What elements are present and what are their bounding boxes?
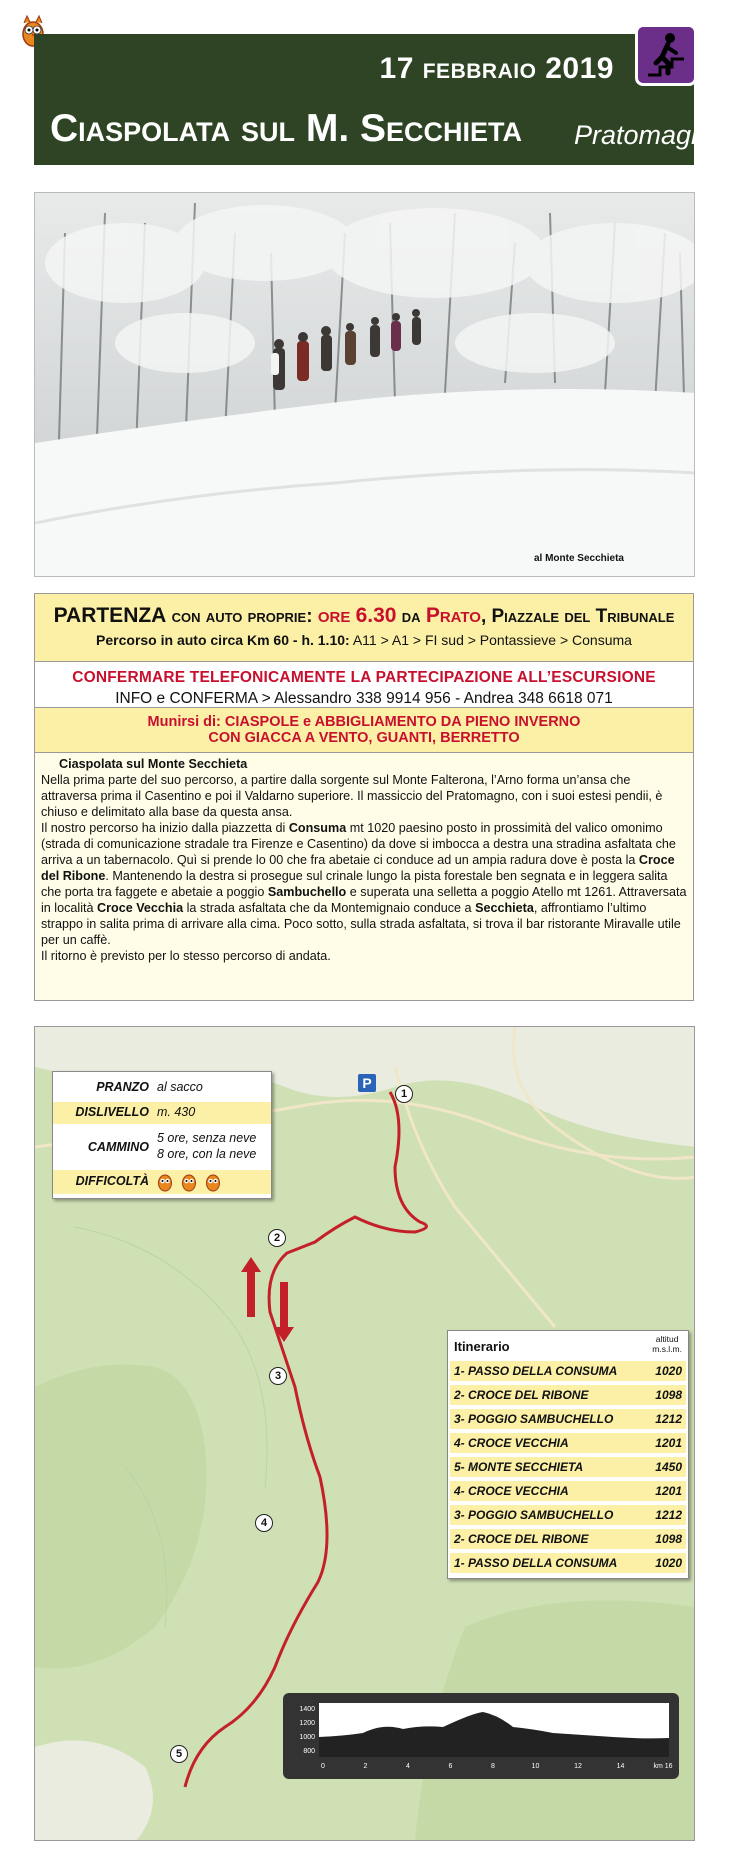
date-day: 17: [379, 52, 414, 85]
departure-lead: PARTENZA: [53, 604, 167, 627]
stop-name: 1- PASSO DELLA CONSUMA: [454, 1364, 618, 1378]
equipment-line-2: CON GIACCA A VENTO, GUANTI, BERRETTO: [208, 730, 520, 746]
itinerary-title: Itinerario: [454, 1339, 510, 1354]
stop-altitude: 1212: [655, 1508, 682, 1522]
header-banner: [34, 34, 722, 165]
date-month: FEBBRAIO: [422, 60, 537, 83]
difficulty-owl-icon: [181, 1172, 197, 1192]
stop-altitude: 1450: [655, 1460, 682, 1474]
stop-name: 1- PASSO DELLA CONSUMA: [454, 1556, 618, 1570]
route-text: A11 > A1 > FI sud > Pontassieve > Consuma: [352, 632, 632, 648]
itinerary-row: [450, 1481, 686, 1501]
itinerary-row: [450, 1505, 686, 1525]
elevation-profile: [283, 1693, 679, 1779]
difficulty-owl-icon: [205, 1172, 221, 1192]
difficulty-owl-icon: [157, 1172, 173, 1192]
itinerary-header: [448, 1331, 688, 1359]
date-year: 2019: [545, 52, 614, 85]
departure-place: Prato: [425, 604, 481, 627]
confirm-section: [35, 662, 693, 708]
stop-altitude: 1212: [655, 1412, 682, 1426]
description-paragraph-3: Il ritorno è previsto per lo stesso percorso di andata.: [41, 949, 331, 963]
profile-x-tick: 6: [448, 1763, 453, 1770]
stats-walk: CAMMINO 5 ore, senza neve 8 ore, con la neve: [87, 1131, 257, 1161]
route-label: Percorso in auto circa Km 60 - h. 1.10:: [96, 632, 350, 648]
profile-x-tick: km 16: [653, 1763, 673, 1770]
description-paragraph-1: Nella prima parte del suo percorso, a partire dalla sorgente sul Monte Falterona, l’Arno forma un’ansa che attraversa prima il Casentino e poi il Valdarno superiore. Il massiccio del Pratomagno, con i suoi estesi pendii, è chiuso e delimitato alla base da questa ansa.: [41, 773, 663, 819]
stop-name: 5- MONTE SECCHIETA: [454, 1460, 584, 1474]
hiker-icon: [635, 24, 697, 86]
departure-line: [35, 604, 693, 628]
stop-altitude: 1098: [655, 1388, 682, 1402]
departure-cars: con auto proprie:: [171, 606, 313, 627]
profile-x-tick: 0: [321, 1763, 325, 1770]
stop-altitude: 1201: [655, 1436, 682, 1450]
description-paragraph-2: Il nostro percorso ha inizio dalla piazzetta di Consuma mt 1020 paesino posto in prossimità del valico omonimo (strada di comunicazione stradale tra Firenze e Casentino) da dove si imbocca a destra una stradina asfaltata che arriva a un tabernacolo. Quì si prende lo 00 che fra abetaie ci conduce ad un ampia radura dove è posta la Croce del Ribone. Mantenendo la destra si prosegue sul crinale lungo la pista forestale ben segnata e in leggera salita che porta tra faggete e abetaie a poggio Sambuchello e superata una selletta a poggio Atello mt 1261. Attraversata in località Croce Vecchia la strada asfaltata che da Montemignaio conduce a Secchieta, affrontiamo l’ultimo strappo in salita prima di arrivare alla cima. Poco sotto, sulla strada asfaltata, si trova il bar ristorante Miravalle utile per un caffè.: [41, 821, 687, 947]
itinerary-row: [450, 1529, 686, 1549]
route-line: [35, 632, 693, 648]
event-date: [380, 52, 614, 86]
departure-section: [35, 594, 693, 662]
description-heading: Ciaspolata sul Monte Secchieta: [59, 757, 248, 771]
profile-x-tick: 12: [574, 1763, 582, 1770]
departure-time-prefix: ore: [317, 604, 351, 627]
map-marker-1: 1: [395, 1085, 413, 1103]
profile-x-tick: 8: [491, 1763, 495, 1770]
confirm-notice: CONFERMARE TELEFONICAMENTE LA PARTECIPAZIONE ALL’ESCURSIONE: [72, 669, 656, 686]
profile-x-tick: 2: [363, 1763, 368, 1770]
profile-y-tick: 800: [303, 1748, 315, 1755]
difficulty-owls: [157, 1172, 229, 1195]
itinerary-table: [447, 1330, 689, 1579]
profile-x-tick: 10: [531, 1763, 540, 1770]
profile-x-tick: 4: [406, 1763, 410, 1770]
map-marker-5: 5: [170, 1745, 188, 1763]
departure-time: 6.30: [355, 604, 397, 627]
departure-spot: , Piazzale del Tribunale: [480, 606, 675, 627]
profile-y-tick: 1400: [299, 1706, 315, 1713]
stop-name: 3- POGGIO SAMBUCHELLO: [454, 1508, 614, 1522]
page-subtitle: Pratomagno: [574, 120, 722, 150]
itinerary-row: [450, 1385, 686, 1405]
hike-stats-card: PRANZO al sacco DISLIVELLO m. 430 CAMMINO 5 ore, senza neve 8 ore, con la neve DIFFICOLTÀ: [52, 1071, 272, 1199]
altitude-unit: altitud m.s.l.m.: [652, 1334, 682, 1354]
stop-name: 2- CROCE DEL RIBONE: [454, 1388, 589, 1402]
info-box: [34, 593, 694, 1001]
stop-altitude: 1201: [655, 1484, 682, 1498]
map-marker-4: 4: [255, 1514, 273, 1532]
map-marker-2: 2: [268, 1229, 286, 1247]
stop-name: 3- POGGIO SAMBUCHELLO: [454, 1412, 614, 1426]
stop-altitude: 1098: [655, 1532, 682, 1546]
departure-from: da: [401, 606, 421, 627]
stop-altitude: 1020: [655, 1364, 682, 1378]
itinerary-row: [450, 1457, 686, 1477]
page-title: Ciaspolata sul M. Secchieta: [50, 107, 523, 150]
stop-name: 2- CROCE DEL RIBONE: [454, 1532, 589, 1546]
map-marker-3: 3: [269, 1367, 287, 1385]
stop-altitude: 1020: [655, 1556, 682, 1570]
profile-x-tick: 14: [616, 1763, 625, 1770]
description-text: [41, 756, 687, 964]
equipment-section: [35, 708, 693, 753]
itinerary-row: [450, 1361, 686, 1381]
snow-forest-photo: [34, 192, 695, 577]
stop-name: 4- CROCE VECCHIA: [454, 1484, 569, 1498]
stats-difficulty: DIFFICOLTÀ: [53, 1170, 271, 1194]
photo-caption: al Monte Secchieta: [533, 553, 624, 564]
profile-y-tick: 1000: [299, 1734, 315, 1741]
profile-y-tick: 1200: [299, 1720, 315, 1727]
equipment-line-1: Munirsi di: CIASPOLE e ABBIGLIAMENTO DA PIENO INVERNO: [147, 714, 581, 730]
stats-elevation: DISLIVELLO m. 430: [53, 1102, 271, 1124]
itinerary-row: [450, 1433, 686, 1453]
parking-label: P: [362, 1075, 372, 1091]
route-map: [34, 1026, 695, 1841]
itinerary-row: [450, 1553, 686, 1573]
stop-name: 4- CROCE VECCHIA: [454, 1436, 569, 1450]
itinerary-row: [450, 1409, 686, 1429]
confirm-contacts: INFO e CONFERMA > Alessandro 338 9914 956 - Andrea 348 6618 071: [115, 690, 613, 707]
